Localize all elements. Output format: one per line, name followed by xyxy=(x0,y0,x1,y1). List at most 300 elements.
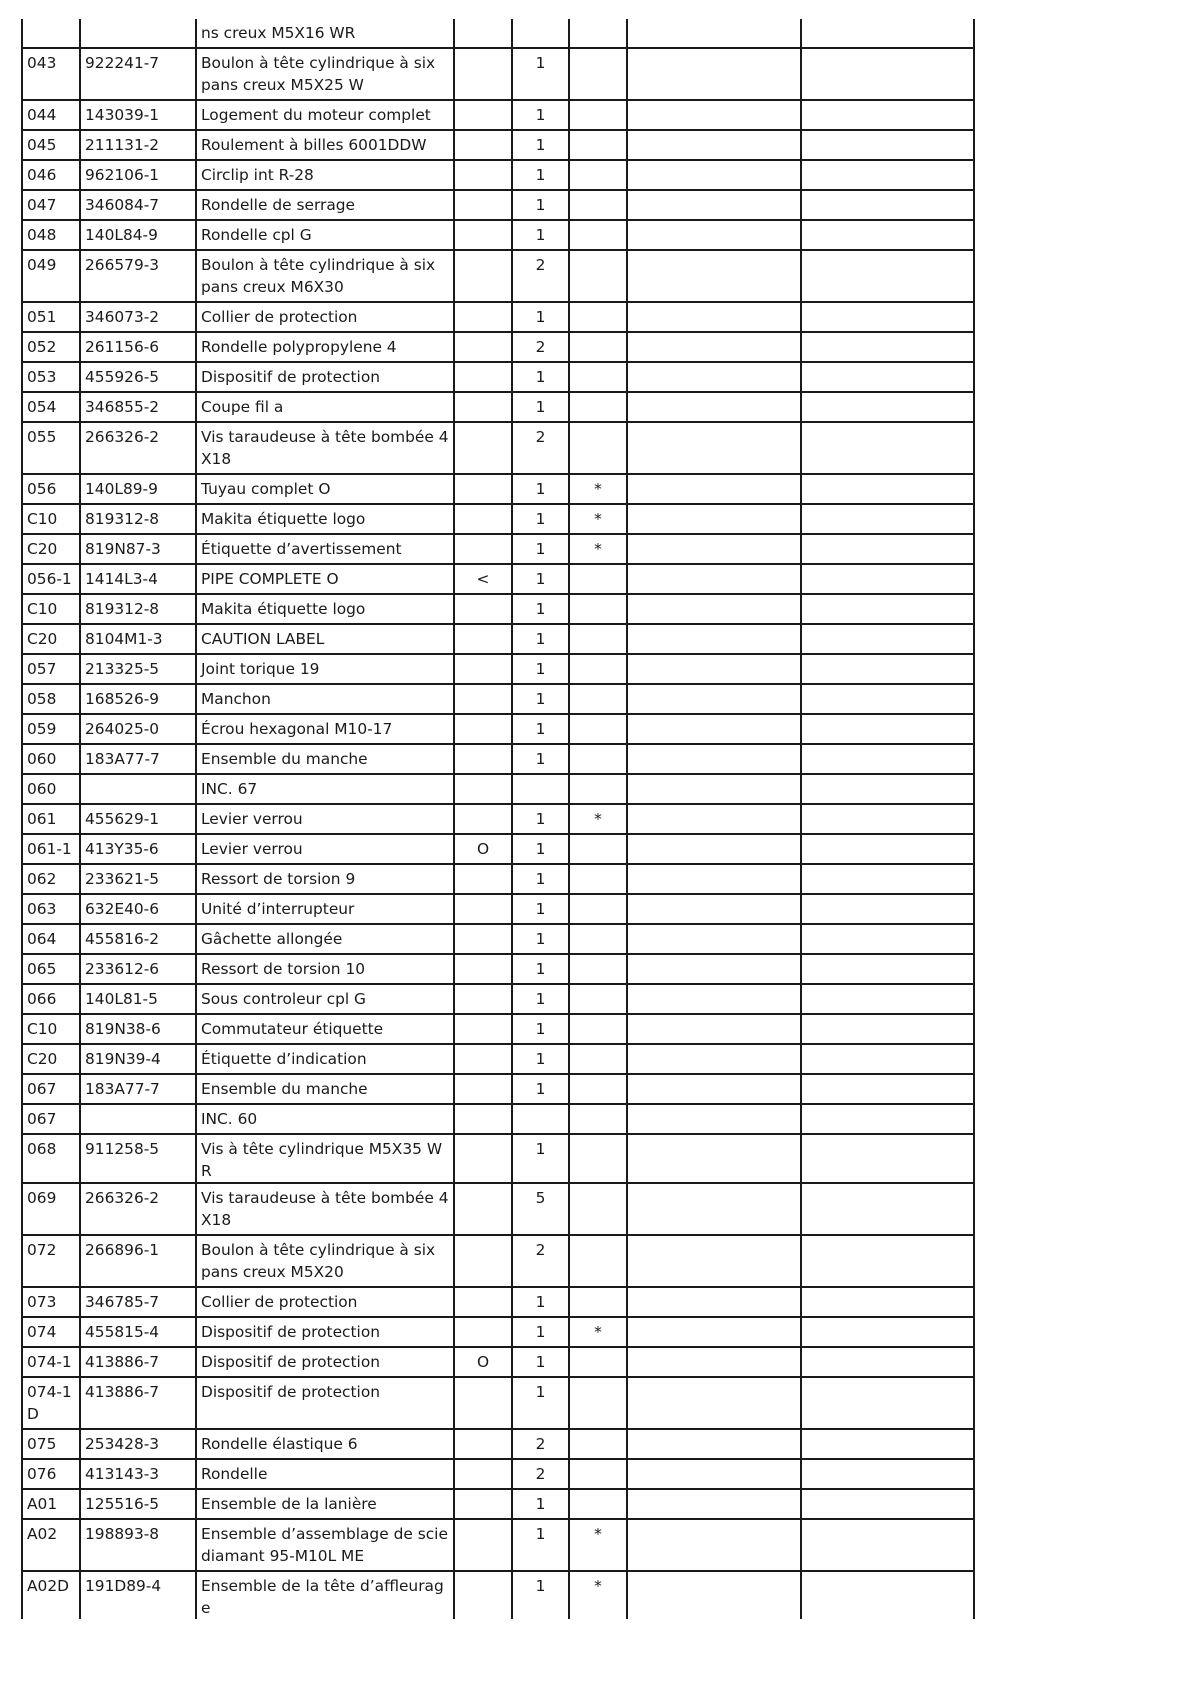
marker xyxy=(454,48,512,100)
marker xyxy=(454,714,512,744)
empty-cell xyxy=(801,1519,974,1571)
asterisk-flag xyxy=(569,894,627,924)
asterisk-flag xyxy=(569,1235,627,1287)
marker xyxy=(454,744,512,774)
item-number: A02D xyxy=(22,1571,80,1619)
asterisk-flag xyxy=(569,392,627,422)
parts-table-body xyxy=(22,19,974,1619)
item-number: 043 xyxy=(22,48,80,100)
quantity: 1 xyxy=(512,834,569,864)
marker xyxy=(454,422,512,474)
part-number: 911258-5 xyxy=(80,1134,196,1183)
item-number: 060 xyxy=(22,774,80,804)
empty-cell xyxy=(627,1377,801,1429)
part-description: Ressort de torsion 10 xyxy=(196,954,454,984)
asterisk-flag xyxy=(569,1134,627,1183)
marker xyxy=(454,1104,512,1134)
quantity: 1 xyxy=(512,1571,569,1619)
part-number: 8104M1-3 xyxy=(80,624,196,654)
table-row xyxy=(22,684,974,714)
quantity: 2 xyxy=(512,422,569,474)
item-number: 062 xyxy=(22,864,80,894)
empty-cell xyxy=(627,130,801,160)
marker xyxy=(454,220,512,250)
empty-cell xyxy=(801,130,974,160)
part-description: CAUTION LABEL xyxy=(196,624,454,654)
quantity xyxy=(512,1104,569,1134)
empty-cell xyxy=(627,684,801,714)
empty-cell xyxy=(627,804,801,834)
asterisk-flag xyxy=(569,564,627,594)
marker xyxy=(454,504,512,534)
part-number: 125516-5 xyxy=(80,1489,196,1519)
empty-cell xyxy=(627,1519,801,1571)
empty-cell xyxy=(627,220,801,250)
item-number: 047 xyxy=(22,190,80,220)
item-number: 068 xyxy=(22,1134,80,1183)
table-row xyxy=(22,1104,974,1134)
item-number: 057 xyxy=(22,654,80,684)
table-row xyxy=(22,1074,974,1104)
part-description: Ensemble de la tête d’affleurage xyxy=(196,1571,454,1619)
empty-cell xyxy=(627,1571,801,1619)
part-description: Roulement à billes 6001DDW xyxy=(196,130,454,160)
marker xyxy=(454,594,512,624)
marker: < xyxy=(454,564,512,594)
part-number: 266896-1 xyxy=(80,1235,196,1287)
marker: O xyxy=(454,834,512,864)
item-number: C10 xyxy=(22,1014,80,1044)
marker xyxy=(454,1429,512,1459)
quantity: 2 xyxy=(512,1235,569,1287)
asterisk-flag: * xyxy=(569,804,627,834)
item-number: 067 xyxy=(22,1104,80,1134)
empty-cell xyxy=(801,624,974,654)
empty-cell xyxy=(801,474,974,504)
marker xyxy=(454,1235,512,1287)
marker xyxy=(454,1459,512,1489)
table-row xyxy=(22,594,974,624)
empty-cell xyxy=(627,1317,801,1347)
empty-cell xyxy=(801,924,974,954)
marker xyxy=(454,160,512,190)
empty-cell xyxy=(801,1104,974,1134)
empty-cell xyxy=(801,160,974,190)
quantity: 2 xyxy=(512,250,569,302)
quantity xyxy=(512,774,569,804)
part-description: INC. 60 xyxy=(196,1104,454,1134)
table-row xyxy=(22,1287,974,1317)
part-description: Gâchette allongée xyxy=(196,924,454,954)
empty-cell xyxy=(627,504,801,534)
table-row xyxy=(22,1044,974,1074)
marker xyxy=(454,624,512,654)
quantity: 1 xyxy=(512,504,569,534)
parts-table xyxy=(21,19,975,1619)
asterisk-flag xyxy=(569,220,627,250)
quantity: 1 xyxy=(512,1317,569,1347)
item-number: 061 xyxy=(22,804,80,834)
marker xyxy=(454,1074,512,1104)
item-number: C20 xyxy=(22,624,80,654)
empty-cell xyxy=(801,100,974,130)
empty-cell xyxy=(801,362,974,392)
empty-cell xyxy=(627,48,801,100)
item-number: 074-1D xyxy=(22,1377,80,1429)
marker xyxy=(454,804,512,834)
part-description: Ressort de torsion 9 xyxy=(196,864,454,894)
table-row xyxy=(22,864,974,894)
item-number: C20 xyxy=(22,534,80,564)
table-row xyxy=(22,624,974,654)
empty-cell xyxy=(627,864,801,894)
quantity: 1 xyxy=(512,1377,569,1429)
part-number: 413143-3 xyxy=(80,1459,196,1489)
empty-cell xyxy=(801,984,974,1014)
part-description: Étiquette d’avertissement xyxy=(196,534,454,564)
asterisk-flag xyxy=(569,1489,627,1519)
part-number: 346785-7 xyxy=(80,1287,196,1317)
part-number: 183A77-7 xyxy=(80,744,196,774)
quantity xyxy=(512,19,569,48)
item-number: 074 xyxy=(22,1317,80,1347)
part-description: Sous controleur cpl G xyxy=(196,984,454,1014)
marker xyxy=(454,130,512,160)
marker xyxy=(454,1519,512,1571)
asterisk-flag xyxy=(569,422,627,474)
marker xyxy=(454,332,512,362)
part-description: Manchon xyxy=(196,684,454,714)
empty-cell xyxy=(627,1489,801,1519)
asterisk-flag xyxy=(569,864,627,894)
asterisk-flag xyxy=(569,1429,627,1459)
part-description: Dispositif de protection xyxy=(196,1347,454,1377)
marker xyxy=(454,1489,512,1519)
empty-cell xyxy=(627,834,801,864)
table-row xyxy=(22,1459,974,1489)
item-number: 055 xyxy=(22,422,80,474)
asterisk-flag xyxy=(569,190,627,220)
quantity: 1 xyxy=(512,864,569,894)
empty-cell xyxy=(801,804,974,834)
marker xyxy=(454,362,512,392)
table-row xyxy=(22,1571,974,1619)
empty-cell xyxy=(801,1014,974,1044)
item-number xyxy=(22,19,80,48)
empty-cell xyxy=(801,774,974,804)
empty-cell xyxy=(627,654,801,684)
part-description: Makita étiquette logo xyxy=(196,504,454,534)
table-row xyxy=(22,924,974,954)
part-description: Collier de protection xyxy=(196,1287,454,1317)
part-number: 264025-0 xyxy=(80,714,196,744)
item-number: 064 xyxy=(22,924,80,954)
part-description: Étiquette d’indication xyxy=(196,1044,454,1074)
quantity: 1 xyxy=(512,684,569,714)
empty-cell xyxy=(627,954,801,984)
quantity: 1 xyxy=(512,924,569,954)
quantity: 1 xyxy=(512,1287,569,1317)
table-row xyxy=(22,19,974,48)
empty-cell xyxy=(627,474,801,504)
asterisk-flag xyxy=(569,744,627,774)
asterisk-flag xyxy=(569,1377,627,1429)
part-number: 1414L3-4 xyxy=(80,564,196,594)
item-number: 052 xyxy=(22,332,80,362)
part-description: Levier verrou xyxy=(196,834,454,864)
empty-cell xyxy=(801,714,974,744)
part-number: 168526-9 xyxy=(80,684,196,714)
quantity: 1 xyxy=(512,474,569,504)
part-number: 266326-2 xyxy=(80,1183,196,1235)
item-number: 059 xyxy=(22,714,80,744)
table-row xyxy=(22,1519,974,1571)
empty-cell xyxy=(801,744,974,774)
empty-cell xyxy=(627,1347,801,1377)
empty-cell xyxy=(627,1134,801,1183)
part-number: 140L81-5 xyxy=(80,984,196,1014)
part-number: 346855-2 xyxy=(80,392,196,422)
asterisk-flag xyxy=(569,594,627,624)
asterisk-flag xyxy=(569,624,627,654)
asterisk-flag xyxy=(569,954,627,984)
marker xyxy=(454,19,512,48)
quantity: 1 xyxy=(512,954,569,984)
part-description: Rondelle xyxy=(196,1459,454,1489)
table-row xyxy=(22,392,974,422)
part-number: 261156-6 xyxy=(80,332,196,362)
empty-cell xyxy=(801,1044,974,1074)
quantity: 1 xyxy=(512,190,569,220)
part-description: Dispositif de protection xyxy=(196,1317,454,1347)
marker xyxy=(454,1287,512,1317)
empty-cell xyxy=(627,19,801,48)
asterisk-flag xyxy=(569,302,627,332)
empty-cell xyxy=(627,594,801,624)
part-number: 413886-7 xyxy=(80,1377,196,1429)
part-number: 183A77-7 xyxy=(80,1074,196,1104)
asterisk-flag: * xyxy=(569,1519,627,1571)
empty-cell xyxy=(801,1489,974,1519)
table-row xyxy=(22,654,974,684)
part-description: Makita étiquette logo xyxy=(196,594,454,624)
part-number: 143039-1 xyxy=(80,100,196,130)
empty-cell xyxy=(627,250,801,302)
part-description: Boulon à tête cylindrique à six pans creux M5X20 xyxy=(196,1235,454,1287)
table-row xyxy=(22,48,974,100)
part-number: 455815-4 xyxy=(80,1317,196,1347)
empty-cell xyxy=(801,1074,974,1104)
part-description: Rondelle de serrage xyxy=(196,190,454,220)
item-number: 069 xyxy=(22,1183,80,1235)
asterisk-flag xyxy=(569,19,627,48)
part-description: Rondelle élastique 6 xyxy=(196,1429,454,1459)
part-description: Boulon à tête cylindrique à six pans creux M6X30 xyxy=(196,250,454,302)
empty-cell xyxy=(801,1571,974,1619)
empty-cell xyxy=(627,744,801,774)
empty-cell xyxy=(627,1459,801,1489)
table-row xyxy=(22,1134,974,1183)
empty-cell xyxy=(627,894,801,924)
part-number: 922241-7 xyxy=(80,48,196,100)
marker xyxy=(454,100,512,130)
part-number: 455816-2 xyxy=(80,924,196,954)
table-row xyxy=(22,302,974,332)
quantity: 1 xyxy=(512,1519,569,1571)
part-description: Joint torique 19 xyxy=(196,654,454,684)
asterisk-flag: * xyxy=(569,534,627,564)
asterisk-flag xyxy=(569,1459,627,1489)
item-number: 048 xyxy=(22,220,80,250)
empty-cell xyxy=(627,1287,801,1317)
table-row xyxy=(22,100,974,130)
marker xyxy=(454,774,512,804)
item-number: 045 xyxy=(22,130,80,160)
item-number: 074-1 xyxy=(22,1347,80,1377)
part-number: 266326-2 xyxy=(80,422,196,474)
empty-cell xyxy=(627,1429,801,1459)
marker xyxy=(454,654,512,684)
empty-cell xyxy=(801,48,974,100)
part-number xyxy=(80,19,196,48)
marker xyxy=(454,302,512,332)
item-number: 066 xyxy=(22,984,80,1014)
table-row xyxy=(22,834,974,864)
item-number: 056-1 xyxy=(22,564,80,594)
part-description: Logement du moteur complet xyxy=(196,100,454,130)
empty-cell xyxy=(801,1317,974,1347)
table-row xyxy=(22,474,974,504)
empty-cell xyxy=(801,534,974,564)
item-number: 065 xyxy=(22,954,80,984)
table-row xyxy=(22,894,974,924)
item-number: 067 xyxy=(22,1074,80,1104)
empty-cell xyxy=(801,1377,974,1429)
asterisk-flag xyxy=(569,984,627,1014)
table-row xyxy=(22,250,974,302)
table-row xyxy=(22,774,974,804)
part-number: 413886-7 xyxy=(80,1347,196,1377)
empty-cell xyxy=(627,422,801,474)
empty-cell xyxy=(801,1429,974,1459)
item-number: 061-1 xyxy=(22,834,80,864)
part-description: Unité d’interrupteur xyxy=(196,894,454,924)
part-number: 819312-8 xyxy=(80,594,196,624)
empty-cell xyxy=(801,422,974,474)
part-number: 253428-3 xyxy=(80,1429,196,1459)
item-number: C10 xyxy=(22,594,80,624)
item-number: 049 xyxy=(22,250,80,302)
marker xyxy=(454,1571,512,1619)
part-number: 819N39-4 xyxy=(80,1044,196,1074)
empty-cell xyxy=(627,1044,801,1074)
part-number: 413Y35-6 xyxy=(80,834,196,864)
marker xyxy=(454,954,512,984)
empty-cell xyxy=(801,504,974,534)
empty-cell xyxy=(627,564,801,594)
part-description: Tuyau complet O xyxy=(196,474,454,504)
item-number: 053 xyxy=(22,362,80,392)
part-description: Boulon à tête cylindrique à six pans creux M5X25 W xyxy=(196,48,454,100)
empty-cell xyxy=(627,1183,801,1235)
part-number: 455629-1 xyxy=(80,804,196,834)
marker xyxy=(454,392,512,422)
item-number: A01 xyxy=(22,1489,80,1519)
item-number: 075 xyxy=(22,1429,80,1459)
asterisk-flag xyxy=(569,250,627,302)
asterisk-flag xyxy=(569,160,627,190)
marker xyxy=(454,474,512,504)
table-row xyxy=(22,362,974,392)
asterisk-flag: * xyxy=(569,504,627,534)
asterisk-flag xyxy=(569,1014,627,1044)
table-row xyxy=(22,534,974,564)
quantity: 1 xyxy=(512,302,569,332)
item-number: C10 xyxy=(22,504,80,534)
part-number: 198893-8 xyxy=(80,1519,196,1571)
quantity: 1 xyxy=(512,984,569,1014)
part-description: Dispositif de protection xyxy=(196,1377,454,1429)
table-row xyxy=(22,332,974,362)
empty-cell xyxy=(801,1235,974,1287)
quantity: 1 xyxy=(512,714,569,744)
asterisk-flag xyxy=(569,332,627,362)
quantity: 1 xyxy=(512,1074,569,1104)
part-number: 266579-3 xyxy=(80,250,196,302)
quantity: 1 xyxy=(512,1489,569,1519)
item-number: 072 xyxy=(22,1235,80,1287)
empty-cell xyxy=(801,220,974,250)
quantity: 1 xyxy=(512,1014,569,1044)
item-number: C20 xyxy=(22,1044,80,1074)
part-description: Ensemble du manche xyxy=(196,744,454,774)
quantity: 1 xyxy=(512,1347,569,1377)
asterisk-flag xyxy=(569,1183,627,1235)
empty-cell xyxy=(801,302,974,332)
table-row xyxy=(22,1183,974,1235)
quantity: 2 xyxy=(512,332,569,362)
part-number: 140L84-9 xyxy=(80,220,196,250)
asterisk-flag xyxy=(569,1347,627,1377)
quantity: 2 xyxy=(512,1459,569,1489)
empty-cell xyxy=(627,362,801,392)
part-number: 140L89-9 xyxy=(80,474,196,504)
empty-cell xyxy=(627,1235,801,1287)
part-number: 962106-1 xyxy=(80,160,196,190)
empty-cell xyxy=(801,250,974,302)
quantity: 1 xyxy=(512,160,569,190)
quantity: 1 xyxy=(512,100,569,130)
part-number: 346084-7 xyxy=(80,190,196,220)
item-number: 044 xyxy=(22,100,80,130)
empty-cell xyxy=(801,684,974,714)
empty-cell xyxy=(801,1134,974,1183)
table-row xyxy=(22,130,974,160)
item-number: 046 xyxy=(22,160,80,190)
empty-cell xyxy=(627,1074,801,1104)
quantity: 1 xyxy=(512,130,569,160)
table-row xyxy=(22,714,974,744)
quantity: 1 xyxy=(512,654,569,684)
part-description: Vis à tête cylindrique M5X35 WR xyxy=(196,1134,454,1183)
item-number: 073 xyxy=(22,1287,80,1317)
part-number: 191D89-4 xyxy=(80,1571,196,1619)
part-number xyxy=(80,774,196,804)
asterisk-flag xyxy=(569,1104,627,1134)
empty-cell xyxy=(801,564,974,594)
empty-cell xyxy=(627,624,801,654)
part-description: Ensemble du manche xyxy=(196,1074,454,1104)
